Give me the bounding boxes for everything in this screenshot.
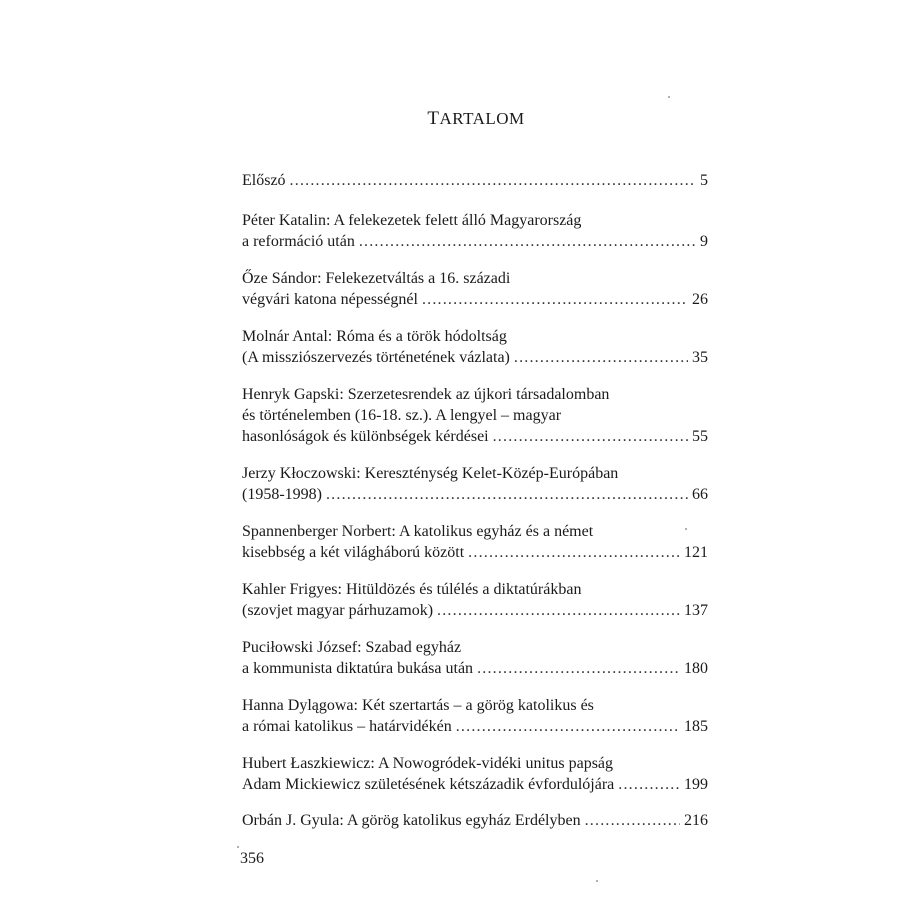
toc-entry: [242, 637, 708, 679]
dot-leader: [290, 170, 696, 191]
toc-entry-text: Adam Mickiewicz születésének kétszázadik évfordulójára: [242, 776, 615, 793]
dot-leader: [422, 289, 688, 310]
page-number: 356: [240, 850, 264, 867]
toc-entry-text: hasonlóságok és különbségek kérdései: [242, 428, 489, 445]
toc-entry: [242, 326, 708, 368]
toc-entry-page: 66: [692, 486, 708, 503]
toc-entry-text: a reformáció után: [242, 233, 355, 250]
toc-entry-page: 35: [692, 349, 708, 366]
toc-entry-last-line: [242, 658, 708, 679]
dot-leader: [493, 426, 688, 447]
toc-entry-line: Spannenberger Norbert: A katolikus egyház és a német: [242, 523, 594, 540]
toc-entry-last-line: [242, 170, 708, 191]
toc-entry-page: 26: [692, 291, 708, 308]
toc-entry-last-line: [242, 542, 708, 563]
toc-entry-last-line: [242, 231, 708, 252]
toc-entry-line: Péter Katalin: A felekezetek felett álló Magyarország: [242, 212, 582, 229]
toc-entry-page: 121: [684, 544, 708, 561]
dot-leader: [618, 774, 680, 795]
toc-entry-page: 5: [700, 172, 708, 189]
toc-entry-text: Előszó: [242, 172, 286, 189]
toc-entry: [242, 268, 708, 310]
toc-entry-line: Molnár Antal: Róma és a török hódoltság: [242, 328, 507, 345]
paper-speck: [237, 846, 239, 848]
toc-entry: [242, 210, 708, 252]
dot-leader: [437, 600, 680, 621]
dot-leader: [585, 810, 680, 831]
toc-entry: [242, 753, 708, 795]
toc-entry-last-line: [242, 600, 708, 621]
toc-entry: [242, 695, 708, 737]
toc-entry-last-line: [242, 716, 708, 737]
dot-leader: [477, 658, 680, 679]
toc-entry-line: Jerzy Kłoczowski: Kereszténység Kelet-Közép-Európában: [242, 465, 619, 482]
toc-entry: [242, 810, 708, 831]
toc-entry-text: végvári katona népességnél: [242, 291, 418, 308]
toc-entry-page: 216: [684, 812, 708, 829]
toc-entry-line: Kahler Frigyes: Hitüldözés és túlélés a diktatúrákban: [242, 581, 582, 598]
toc-entry-page: 137: [684, 602, 708, 619]
toc-entry-text: a római katolikus – határvidékén: [242, 718, 452, 735]
toc-entry-last-line: [242, 289, 708, 310]
toc-entry-page: 55: [692, 428, 708, 445]
paper-speck: [668, 96, 670, 98]
paper-speck: [685, 528, 687, 530]
toc-entry: [242, 579, 708, 621]
toc-entry-last-line: [242, 774, 708, 795]
toc-entry-line: Henryk Gapski: Szerzetesrendek az újkori társadalomban: [242, 386, 610, 403]
toc-entry-text: (1958-1998): [242, 486, 322, 503]
toc-entry-last-line: [242, 810, 708, 831]
dot-leader: [326, 484, 688, 505]
toc-entry-page: 185: [684, 718, 708, 735]
toc-entry-line: Őze Sándor: Felekezetváltás a 16. századi: [242, 270, 511, 287]
dot-leader: [514, 347, 688, 368]
toc-title: TARTALOM: [427, 108, 525, 129]
toc-entry: [242, 521, 708, 563]
toc-entry-line: Hanna Dylągowa: Két szertartás – a görög katolikus és: [242, 697, 594, 714]
toc-entry-text: (A missziószervezés történetének vázlata): [242, 349, 510, 366]
toc-entry-text: a kommunista diktatúra bukása után: [242, 660, 474, 677]
toc-entry-last-line: [242, 347, 708, 368]
toc-entry-line: Hubert Łaszkiewicz: A Nowogródek-vidéki unitus papság: [242, 755, 614, 772]
paper-speck: [596, 880, 598, 882]
dot-leader: [359, 231, 696, 252]
toc-entry-line: és történelemben (16-18. sz.). A lengyel – magyar: [242, 407, 562, 424]
toc-entry-text: Orbán J. Gyula: A görög katolikus egyház Erdélyben: [242, 812, 581, 829]
toc-entry-text: (szovjet magyar párhuzamok): [242, 602, 434, 619]
dot-leader: [468, 542, 680, 563]
toc-entry-page: 180: [684, 660, 708, 677]
toc-entry: [242, 170, 708, 191]
toc-entry-line: Puciłowski József: Szabad egyház: [242, 639, 462, 656]
toc-entry-page: 199: [684, 776, 708, 793]
toc-entry-page: 9: [700, 233, 708, 250]
toc-entry-last-line: [242, 426, 708, 447]
dot-leader: [456, 716, 680, 737]
toc-entry-last-line: [242, 484, 708, 505]
toc-entry: [242, 463, 708, 505]
toc-entry: [242, 384, 708, 447]
toc-entry-text: kisebbség a két világháború között: [242, 544, 465, 561]
